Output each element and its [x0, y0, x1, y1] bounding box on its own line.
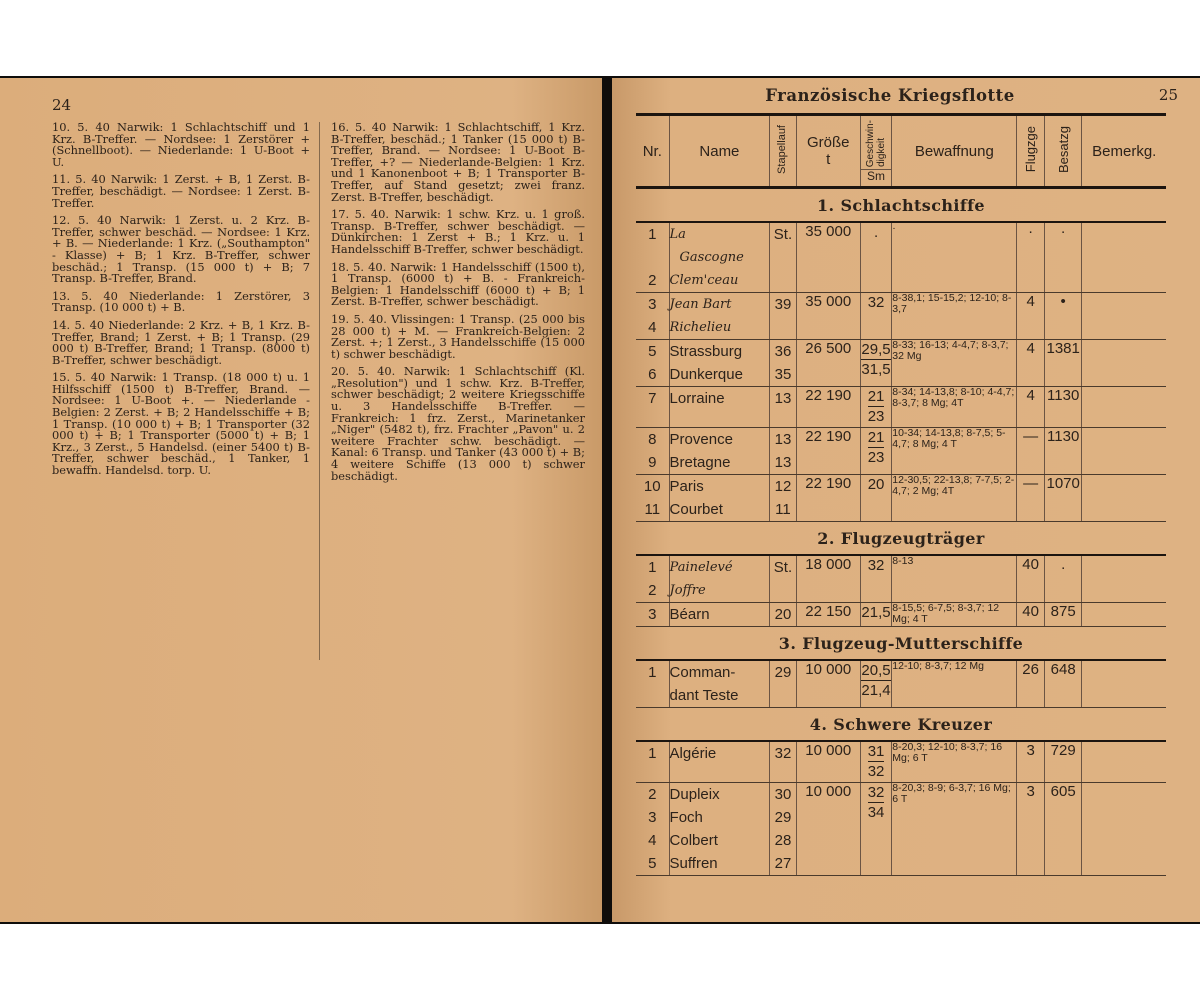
cell-line: 28 [774, 832, 792, 849]
cell-line: 1 [648, 559, 657, 576]
cell-stapellauf [770, 741, 796, 783]
cell-line: 2 [648, 786, 657, 803]
cell-line: Béarn [669, 606, 710, 623]
cell-line: 32 [774, 745, 792, 762]
cell-nr [636, 222, 669, 293]
cell-line: 11 [775, 501, 791, 518]
cell-groesse: 18 000 [796, 555, 860, 603]
cell-line: 6 [648, 366, 657, 383]
cell-nr [636, 475, 669, 522]
col-header-besatzung [1044, 116, 1082, 188]
report-entry: 15. 5. 40 Narwik: 1 Transp. (18 000 t) u. 1 Hilfsschiff (1500 t) B-Treffer, Brand. — Nordsee: 1 U-Boot +. — Niederlande - Belgien: 2 Zerst. + B; 2 Handelsschiffe + B; 1 Transp. (10 000 t) + B; 1 Transporter (32 000 t) + B; 1 Transporter (5000 t) + B; 1 Krz., 3 Zerst., 5 Handelsd. (einer 5400 t) B-Treffer, schwer beschäd., 1 Tanker, 1 bewaffn. Handelsd. torp. U. [52, 370, 310, 478]
cell-groesse: 10 000 [796, 741, 860, 783]
cell-line: 3 [648, 606, 657, 623]
cell-name [669, 783, 770, 876]
cell-line: 36 [774, 343, 792, 360]
col-header-stapellauf [770, 116, 796, 188]
geschw-unit: Sm [861, 169, 892, 182]
cell-line: 7 [648, 390, 657, 407]
cell-name [669, 293, 770, 340]
cell-stapellauf [770, 340, 796, 387]
cell-line: 30 [774, 786, 792, 803]
besatzung-label: Besatzg [1055, 125, 1071, 173]
speed-min: 20,5 [861, 662, 891, 679]
cell-nr [636, 603, 669, 627]
cell-line: Strassburg [669, 343, 743, 360]
section-title: 1. Schlachtschiffe [636, 188, 1166, 223]
cell-besatzung: · [1044, 222, 1082, 293]
cell-name [669, 340, 770, 387]
col-header-name: Name [669, 116, 770, 188]
flugzeuge-label: Flugzge [1023, 125, 1039, 173]
speed-value [868, 428, 885, 467]
cell-groesse: 35 000 [796, 222, 860, 293]
col-header-bemerkung: Bemerkg. [1082, 116, 1166, 188]
cell-stapellauf [770, 603, 796, 627]
cell-geschwindigkeit [860, 555, 892, 603]
table-row [636, 293, 1166, 340]
cell-line: Dunkerque [669, 366, 743, 383]
cell-line: 11 [644, 501, 661, 518]
cell-line: La [669, 227, 686, 242]
cell-line: 1 [648, 664, 657, 681]
report-entry: 17. 5. 40. Narwik: 1 schw. Krz. u. 1 groß. Transp. B-Treffer, schwer beschädigt. — Dünkirchen: 1 Zerst + B.; 1 Krz. u. 1 Handelsschiff B-Treffer, schwer beschädigt. [331, 207, 585, 256]
cell-nr [636, 741, 669, 783]
cell-name [669, 475, 770, 522]
col-header-bewaffnung: Bewaffnung [892, 116, 1017, 188]
speed-min: 21 [867, 429, 885, 446]
cell-bemerkung [1082, 387, 1166, 428]
cell-bewaffnung: 8-33; 16-13; 4-4,7; 8-3,7; 32 Mg [892, 340, 1017, 387]
section-header-row [636, 708, 1166, 742]
cell-flugzeuge: 4 [1017, 293, 1044, 340]
table-row [636, 387, 1166, 428]
cell-geschwindigkeit [860, 387, 892, 428]
cell-geschwindigkeit [860, 741, 892, 783]
cell-name [669, 741, 770, 783]
cell-bemerkung [1082, 428, 1166, 475]
cell-line: 27 [774, 855, 792, 872]
col-header-groesse [796, 116, 860, 188]
cell-bewaffnung: 8-20,3; 8-9; 6-3,7; 16 Mg; 6 T [892, 783, 1017, 876]
cell-name [669, 603, 770, 627]
col-header-geschwindigkeit [860, 116, 892, 188]
cell-line: 2 [648, 582, 657, 599]
cell-flugzeuge: — [1017, 475, 1044, 522]
cell-line: 9 [648, 454, 657, 471]
cell-bewaffnung: 8-15,5; 6-7,5; 8-3,7; 12 Mg; 4 T [892, 603, 1017, 627]
speed-min: 20 [867, 476, 885, 493]
cell-flugzeuge: · [1017, 222, 1044, 293]
speed-value [868, 293, 885, 312]
cell-line: 5 [648, 855, 657, 872]
cell-bemerkung [1082, 475, 1166, 522]
cell-groesse: 22 190 [796, 475, 860, 522]
speed-min: 29,5 [861, 341, 891, 358]
speed-min: 32 [867, 557, 885, 574]
speed-value [868, 556, 885, 575]
speed-min: 32 [867, 294, 885, 311]
cell-groesse: 22 150 [796, 603, 860, 627]
report-entry: 14. 5. 40 Niederlande: 2 Krz. + B, 1 Krz. B-Treffer, Brand; 1 Zerst. + B; 1 Transp. (29 000 t) B-Treffer, Brand; 1 Transp. (8000 t) B-Treffer, schwer beschädigt. [52, 317, 310, 367]
cell-line: 39 [774, 296, 792, 313]
cell-line: 1 [648, 745, 657, 762]
report-entry: 16. 5. 40 Narwik: 1 Schlachtschiff, 1 Krz. B-Treffer, beschäd.; 1 Tanker (15 000 t) B-Treffer, Brand. — Nordsee: 1 U-Boot B-Treffer, +? — Niederlande-Belgien: 1 Krz. und 1 Kanonenboot + B; 1 Transporter B-Treffer, auf Stand gesetzt; zwei franz. Zerst. B-Treffer, beschädigt. [331, 120, 585, 204]
column-divider [319, 122, 320, 660]
geschw-label-1: Geschwin- [865, 119, 877, 168]
cell-line: 3 [648, 809, 657, 826]
cell-name [669, 428, 770, 475]
cell-line: 35 [774, 366, 792, 383]
cell-flugzeuge: 4 [1017, 387, 1044, 428]
cell-line: Gascogne [679, 250, 744, 265]
report-entry: 13. 5. 40 Niederlande: 1 Zerstörer, 3 Transp. (10 000 t) + B. [52, 288, 310, 315]
cell-line: Colbert [669, 832, 718, 849]
cell-line: Jean Bart [669, 297, 732, 312]
cell-groesse: 26 500 [796, 340, 860, 387]
cell-bewaffnung: 8-13 [892, 555, 1017, 603]
table-row [636, 475, 1166, 522]
cell-line: 29 [774, 809, 792, 826]
cell-name [669, 660, 770, 708]
section-title: 3. Flugzeug-Mutterschiffe [636, 627, 1166, 661]
cell-line: 29 [774, 664, 792, 681]
speed-min: 21 [867, 388, 885, 405]
table-header-row [636, 116, 1166, 188]
groesse-label: Größe [806, 134, 850, 151]
cell-line: Courbet [669, 501, 723, 518]
cell-line: 2 [648, 272, 657, 289]
cell-stapellauf [770, 555, 796, 603]
stapellauf-label: Stapellauf [776, 124, 789, 174]
cell-line: 13 [774, 431, 792, 448]
cell-line: 4 [648, 319, 657, 336]
text-column-1 [52, 122, 310, 483]
cell-flugzeuge: 3 [1017, 783, 1044, 876]
cell-besatzung: 1130 [1044, 428, 1082, 475]
cell-groesse: 22 190 [796, 428, 860, 475]
section-title: 4. Schwere Kreuzer [636, 708, 1166, 742]
speed-max: 31,5 [861, 361, 891, 378]
cell-nr [636, 428, 669, 475]
speed-max: 34 [867, 804, 885, 821]
report-entry: 18. 5. 40. Narwik: 1 Handelsschiff (1500 t), 1 Transp. (6000 t) + B. - Frankreich-Belgien: 1 Handelsschiff (6000 t) + B; 1 Zerst. B-Treffer, schwer beschädigt. [331, 259, 585, 309]
text-column-2 [331, 122, 585, 488]
cell-bewaffnung: 12-30,5; 22-13,8; 7-7,5; 2-4,7; 2 Mg; 4T [892, 475, 1017, 522]
cell-bemerkung [1082, 603, 1166, 627]
report-entry: 10. 5. 40 Narwik: 1 Schlachtschiff und 1 Krz. B-Treffer. — Nordsee: 1 Zerstörer + (Schnellboot). — Niederlande: 1 U-Boot + U. [52, 120, 310, 169]
cell-bemerkung [1082, 741, 1166, 783]
cell-geschwindigkeit [860, 293, 892, 340]
cell-geschwindigkeit [860, 428, 892, 475]
cell-groesse: 10 000 [796, 660, 860, 708]
speed-min: 31 [867, 743, 885, 760]
cell-besatzung: 1381 [1044, 340, 1082, 387]
table-row [636, 428, 1166, 475]
cell-name [669, 222, 770, 293]
cell-line: 10 [643, 478, 661, 495]
cell-stapellauf [770, 293, 796, 340]
cell-stapellauf [770, 428, 796, 475]
cell-flugzeuge: 3 [1017, 741, 1044, 783]
cell-nr [636, 660, 669, 708]
right-page [612, 78, 1200, 922]
section-header-row [636, 522, 1166, 556]
cell-line: Clem'ceau [669, 273, 739, 288]
cell-nr [636, 340, 669, 387]
cell-besatzung: 729 [1044, 741, 1082, 783]
speed-max: 23 [867, 408, 885, 425]
cell-geschwindigkeit [860, 783, 892, 876]
cell-line: 8 [648, 431, 657, 448]
cell-flugzeuge: — [1017, 428, 1044, 475]
cell-bewaffnung: 12-10; 8-3,7; 12 Mg [892, 660, 1017, 708]
cell-flugzeuge: 4 [1017, 340, 1044, 387]
speed-value [868, 475, 885, 494]
cell-line: St. [773, 226, 793, 243]
cell-geschwindigkeit [860, 340, 892, 387]
cell-name [669, 555, 770, 603]
cell-bewaffnung: · [892, 222, 1017, 293]
cell-bewaffnung: 8-38,1; 15-15,2; 12-10; 8-3,7 [892, 293, 1017, 340]
page-number-left: 24 [52, 96, 72, 114]
speed-value [861, 661, 890, 700]
page-title: Französische Kriegsflotte [765, 86, 1015, 105]
cell-line: Comman- [669, 664, 736, 681]
cell-line: Foch [669, 809, 703, 826]
cell-besatzung: • [1044, 293, 1082, 340]
table-row [636, 603, 1166, 627]
table-row [636, 222, 1166, 293]
cell-line: dant Teste [669, 687, 739, 704]
cell-line: Paris [669, 478, 704, 495]
cell-stapellauf [770, 387, 796, 428]
cell-flugzeuge: 40 [1017, 603, 1044, 627]
cell-name [669, 387, 770, 428]
cell-nr [636, 555, 669, 603]
cell-line: 5 [648, 343, 657, 360]
cell-line: 3 [648, 296, 657, 313]
cell-line: 13 [774, 390, 792, 407]
cell-geschwindigkeit [860, 222, 892, 293]
table-row [636, 660, 1166, 708]
cell-nr [636, 293, 669, 340]
cell-line: St. [773, 559, 793, 576]
cell-line: Dupleix [669, 786, 720, 803]
cell-geschwindigkeit [860, 603, 892, 627]
cell-besatzung: 1070 [1044, 475, 1082, 522]
table-row [636, 741, 1166, 783]
table-row [636, 340, 1166, 387]
cell-besatzung: 1130 [1044, 387, 1082, 428]
cell-flugzeuge: 40 [1017, 555, 1044, 603]
table-row [636, 555, 1166, 603]
cell-line: 12 [774, 478, 792, 495]
report-entry: 11. 5. 40 Narwik: 1 Zerst. + B, 1 Zerst. B-Treffer, beschädigt. — Nordsee: 1 Zerst. B-Treffer. [52, 172, 310, 210]
cell-bewaffnung: 8-34; 14-13,8; 8-10; 4-4,7; 8-3,7; 8 Mg; 4T [892, 387, 1017, 428]
cell-line: Lorraine [669, 390, 725, 407]
speed-min: 32 [867, 784, 885, 801]
report-entry: 12. 5. 40 Narwik: 1 Zerst. u. 2 Krz. B-Treffer, schwer beschäd. — Nordsee: 1 Krz. + B. — Niederlande: 1 Krz. („Southampton" - Klasse) + B; 1 Krz. B-Treffer, schwer beschäd.; 1 Transp. (15 000 t) + B; 7 Transp. B-Treffer, Brand. [52, 213, 310, 286]
cell-besatzung: 875 [1044, 603, 1082, 627]
table-row [636, 783, 1166, 876]
speed-value [868, 387, 885, 426]
cell-stapellauf [770, 783, 796, 876]
cell-line: 20 [774, 606, 792, 623]
cell-stapellauf [770, 222, 796, 293]
section-title: 2. Flugzeugträger [636, 522, 1166, 556]
cell-stapellauf [770, 475, 796, 522]
cell-bemerkung [1082, 340, 1166, 387]
cell-line: Painelevé [669, 560, 733, 575]
cell-stapellauf [770, 660, 796, 708]
book-spread [0, 76, 1200, 924]
speed-max: 23 [867, 449, 885, 466]
cell-line: 4 [648, 832, 657, 849]
speed-value [861, 340, 890, 379]
groesse-unit: t [826, 151, 831, 168]
left-page [0, 78, 602, 922]
cell-besatzung: 605 [1044, 783, 1082, 876]
cell-line: Suffren [669, 855, 718, 872]
cell-geschwindigkeit [860, 475, 892, 522]
cell-line: Joffre [669, 583, 706, 598]
section-header-row [636, 188, 1166, 223]
cell-groesse: 10 000 [796, 783, 860, 876]
cell-besatzung: 648 [1044, 660, 1082, 708]
fleet-table [636, 116, 1166, 876]
page-number-right: 25 [1158, 86, 1178, 104]
cell-bemerkung [1082, 660, 1166, 708]
cell-flugzeuge: 26 [1017, 660, 1044, 708]
section-header-row [636, 627, 1166, 661]
col-header-nr: Nr. [636, 116, 669, 188]
speed-value [861, 603, 890, 622]
cell-line: Bretagne [669, 454, 731, 471]
geschw-label-2: digkeit [876, 138, 888, 168]
cell-bemerkung [1082, 222, 1166, 293]
cell-nr [636, 387, 669, 428]
report-entry: 19. 5. 40. Vlissingen: 1 Transp. (25 000 bis 28 000 t) + M. — Frankreich-Belgien: 2 Zerst. +; 1 Zerst., 3 Handelsschiffe (15 000 t) schwer beschädigt. [331, 311, 585, 361]
cell-geschwindigkeit [860, 660, 892, 708]
speed-min: 21,5 [861, 604, 891, 621]
cell-bemerkung [1082, 293, 1166, 340]
cell-line: 1 [648, 226, 657, 243]
cell-line: Provence [669, 431, 733, 448]
report-entry: 20. 5. 40. Narwik: 1 Schlachtschiff (Kl. „Resolution") und 1 schw. Krz. B-Treffer, schwer beschädigt; 2 weitere Kriegsschiffe u. 3 Handelsschiffe B-Treffer. — Frankreich: 1 frz. Zerst., Marinetanker „Niger" (5482 t), frz. Frachter „Pavon" u. 2 weitere Frachter schw. beschädigt. — Kanal: 6 Transp. und Tanker (43 000 t) + B; 4 weitere Schiffe (13 000 t) schwer beschädigt. [331, 364, 586, 483]
cell-groesse: 35 000 [796, 293, 860, 340]
cell-groesse: 22 190 [796, 387, 860, 428]
speed-max: 21,4 [861, 682, 891, 699]
cell-bewaffnung: 8-20,3; 12-10; 8-3,7; 16 Mg; 6 T [892, 741, 1017, 783]
speed-value [868, 783, 885, 822]
cell-line: Richelieu [669, 320, 732, 335]
cell-bemerkung [1082, 555, 1166, 603]
cell-line: 13 [774, 454, 792, 471]
cell-bemerkung [1082, 783, 1166, 876]
cell-nr [636, 783, 669, 876]
cell-besatzung: . [1044, 555, 1082, 603]
col-header-flugzeuge [1017, 116, 1044, 188]
speed-value [868, 742, 885, 781]
speed-max: 32 [867, 763, 885, 780]
cell-line: Algérie [669, 745, 717, 762]
speed-min: . [873, 224, 879, 241]
speed-value [874, 223, 878, 242]
cell-bewaffnung: 10-34; 14-13,8; 8-7,5; 5-4,7; 8 Mg; 4 T [892, 428, 1017, 475]
